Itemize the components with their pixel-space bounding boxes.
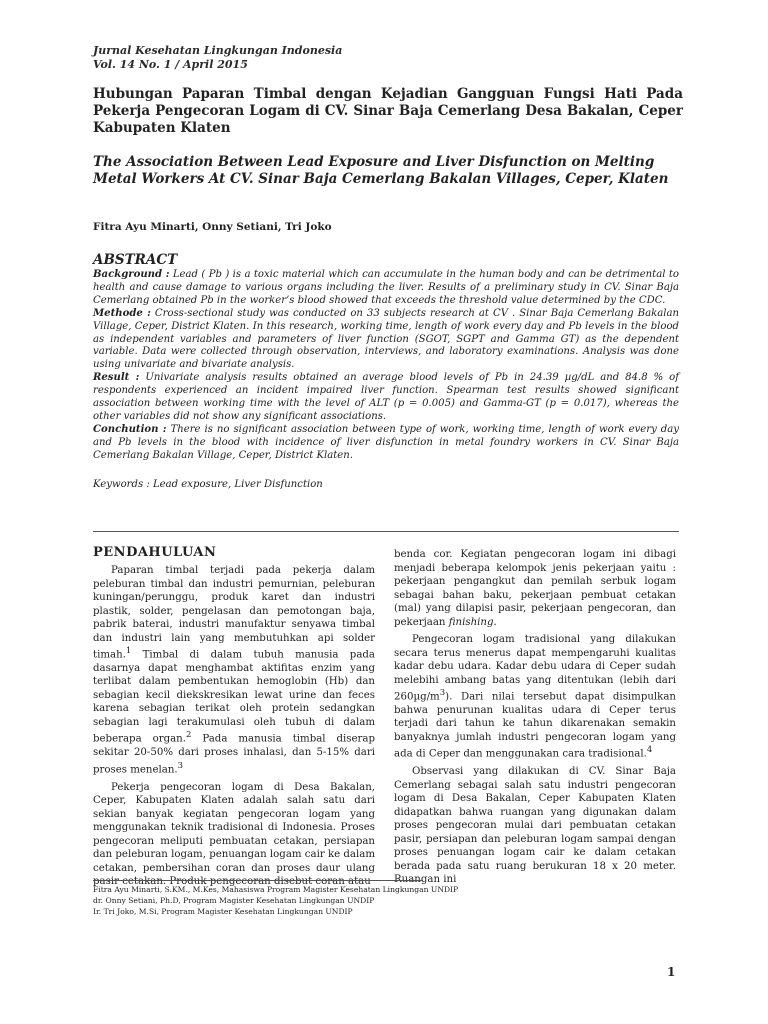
right-column <box>394 548 676 887</box>
intro-p1-text-b: Timbal di dalam tubuh manusia pada dasarnya dapat menghambat aktifitas enzim yang terlibat dalam pembentukan hemoglobin (Hb) dan sebagian kecil diekskresikan lewat urine dan feces karena sebagian terikat oleh protein sedangkan sebagian lagi terakumulasi oleh tubuh di dalam beberapa organ. <box>93 649 375 745</box>
abstract-methode <box>93 308 679 373</box>
intro-paragraph-5: Observasi yang dilakukan di CV. Sinar Baja Cemerlang sebagai salah satu industri pengecoran logam di Desa Bakalan, Ceper Kabupaten Klaten didapatkan bahwa ruangan yang digunakan dalam proses pengecoran mulai dari pembuatan cetakan pasir, persiapan dan peleburan logam sampai dengan proses penuangan logam cair ke dalam cetakan berada pada satu ruang berukuran 18 x 20 meter. Ruangan ini <box>394 766 676 886</box>
abstract-heading: ABSTRACT <box>93 252 178 268</box>
footnotes <box>93 884 653 917</box>
authors: Fitra Ayu Minarti, Onny Setiani, Tri Joko <box>93 221 332 233</box>
intro-heading: PENDAHULUAN <box>93 545 217 560</box>
citation-4: 4 <box>646 745 653 756</box>
journal-header <box>93 44 342 72</box>
conclusion-text: There is no significant association between type of work, working time, length of work every day and Pb levels in the blood with incidence of liver disfunction in metal foundry workers in CV. Sinar Baja Cemerlang Bakalan Village, Ceper, District Klaten. <box>93 423 679 461</box>
unit-superscript: 3 <box>439 688 446 698</box>
journal-name: Jurnal Kesehatan Lingkungan Indonesia <box>93 44 343 57</box>
page-number: 1 <box>667 965 676 979</box>
footnote-item: Ir. Tri Joko, M.Si, Program Magister Kesehatan Lingkungan UNDIP <box>93 907 353 916</box>
intro-p3-text: benda cor. Kegiatan pengecoran logam ini dibagi menjadi beberapa kelompok jenis pekerjaan yaitu : pekerjaan pengangkut dan pemilah serbuk logam sebagai bahan baku, pekerjaan pembuat cetakan (mal) yang dilapisi pasir, pekerjaan pengecoran, dan pekerjaan <box>394 549 676 628</box>
conclusion-label: Conchution : <box>93 423 167 435</box>
left-column <box>93 545 375 889</box>
section-divider <box>93 531 679 532</box>
intro-paragraph-1 <box>93 564 375 777</box>
abstract-result <box>93 372 679 424</box>
result-label: Result : <box>93 372 140 384</box>
intro-p1-text-a: Paparan timbal terjadi pada pekerja dalam peleburan timbal dan industri pemurnian, peleburan kuningan/perunggu, produk karet dan industri plastik, solder, pengelasan dan pemotongan baja, pabrik baterai, industri manufaktur senyawa timbal dan industri lain yang membutuhkan api solder timah. <box>93 565 375 661</box>
background-text: Lead ( Pb ) is a toxic material which can accumulate in the human body and can be detrimental to health and cause damage to various organs including the liver. Results of a preliminary study in CV. Sinar Baja Cemerlang obtained Pb in the worker’s blood showed that exceeds the threshold value determined by the CDC. <box>93 269 679 306</box>
intro-p4-text-b: ). Dari nilai tersebut dapat disimpulkan bahwa penurunan kualitas udara di Ceper terus terjadi dari tahun ke tahun dikarenakan semakin banyaknya jumlah industri pengecoran logam yang ada di Ceper dan menggunakan cara tradisional. <box>394 691 676 760</box>
journal-volume: Vol. 14 No. 1 / April 2015 <box>93 58 248 71</box>
result-text: Univariate analysis results obtained an average blood levels of Pb in 24.39 µg/dL and 84.8 % of respondents experienced an incident impaired liver function. Spearman test results showed significant association between working time with the level of ALT (p = 0.005) and Gamma-GT (p = 0.017), whereas the other variables did not show any significant associations. <box>93 372 679 422</box>
footnote-divider <box>93 880 423 881</box>
keywords: Keywords : Lead exposure, Liver Disfunction <box>93 478 323 490</box>
abstract-background <box>93 269 679 308</box>
intro-p1-text-c: Pada manusia timbal diserap sekitar 20-50% dari proses inhalasi, dan 5-15% dari proses menelan. <box>93 733 375 776</box>
footnote-item: Fitra Ayu Minarti, S.KM., M.Kes, Mahasiswa Program Magister Kesehatan Lingkungan UNDIP <box>93 885 459 894</box>
abstract-conclusion <box>93 424 679 463</box>
intro-paragraph-2: Pekerja pengecoran logam di Desa Bakalan, Ceper, Kabupaten Klaten adalah salah satu dari sekian banyak kegiatan pengecoran logam yang menggunakan teknik tradisional di Indonesia. Proses pengecoran meliputi pembuatan cetakan, persiapan dan peleburan logam, penuangan logam cair ke dalam cetakan, pembersihan coran dan proses daur ulang pasir cetakan. Produk pengecoran disebut coran atau <box>93 781 375 888</box>
intro-p4-text-a: Pengecoran logam tradisional yang dilakukan secara terus menerus dapat mempengaruhi kualitas kadar debu udara. Kadar debu udara di Ceper sudah melebihi ambang batas yang ditentukan (lebih dari 260µg/m <box>394 634 676 703</box>
citation-2: 2 <box>185 730 192 741</box>
citation-3: 3 <box>177 760 184 771</box>
citation-1: 1 <box>125 646 132 656</box>
intro-p3-end: . <box>493 616 497 628</box>
footnote-item: dr. Onny Setiani, Ph.D, Program Magister Kesehatan Lingkungan UNDIP <box>93 896 375 905</box>
background-label: Background : <box>93 269 170 280</box>
abstract-section <box>93 252 679 490</box>
intro-paragraph-3 <box>394 548 676 629</box>
intro-paragraph-4 <box>394 633 676 761</box>
title-english: The Association Between Lead Exposure and Liver Disfunction on Melting Metal Workers At CV. Sinar Baja Cemerlang Bakalan Villages, Ceper, Klaten <box>93 154 669 187</box>
title-indonesian: Hubungan Paparan Timbal dengan Kejadian Gangguan Fungsi Hati Pada Pekerja Pengecoran Logam di CV. Sinar Baja Cemerlang Desa Bakalan, Ceper Kabupaten Klaten <box>93 86 683 136</box>
finishing-term: finishing <box>448 616 494 628</box>
methode-label: Methode : <box>93 307 151 319</box>
methode-text: Cross-sectional study was conducted on 33 subjects research at CV . Sinar Baja Cemerlang Bakalan Village, Ceper, District Klaten. In this research, working time, length of work every day and Pb levels in the blood as independent variables and parameters of liver function (SGOT, SGPT and Gamma GT) as the dependent variable. Data were collected through observation, interviews, and laboratory examinations. Analysis was done using univariate and bivariate analysis. <box>93 307 679 371</box>
